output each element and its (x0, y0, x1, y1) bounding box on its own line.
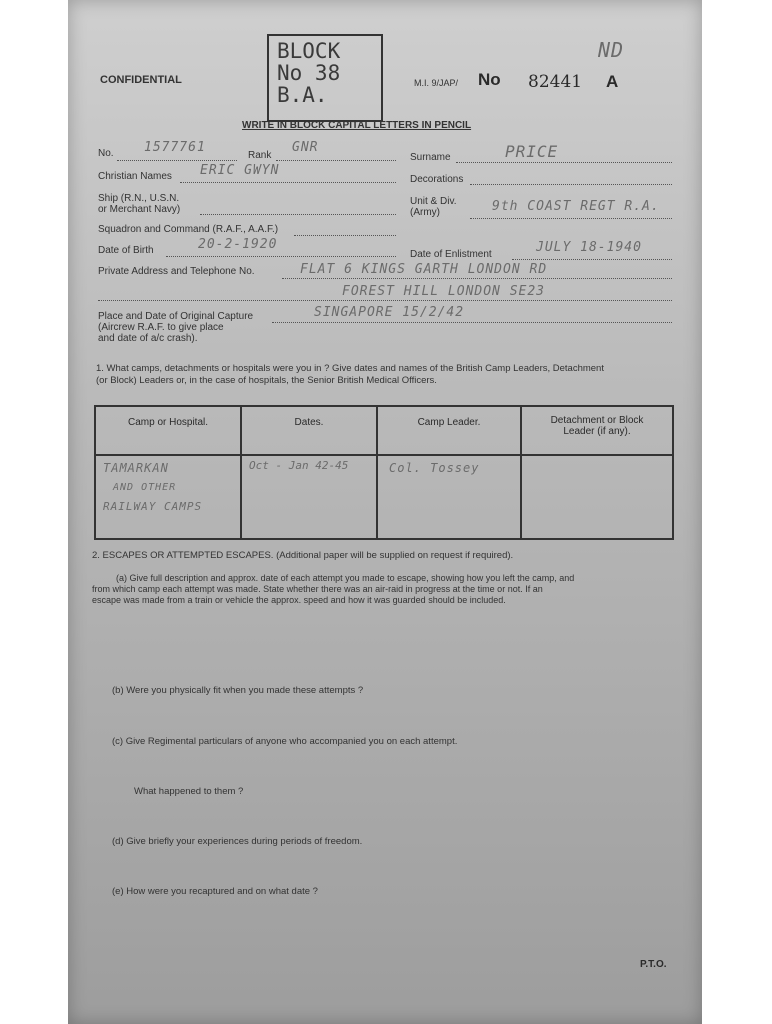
col-leader: Camp Leader. (377, 406, 521, 455)
surname-label: Surname (410, 152, 451, 163)
number-label: No (478, 70, 501, 89)
unit-label (410, 196, 457, 218)
camps-question-line-2: (or Block) Leaders or, in the case of hospitals, the Senior British Medical Officers. (96, 375, 437, 386)
capture-label-line-1: Place and Date of Original Capture (98, 311, 254, 322)
instruction: WRITE IN BLOCK CAPITAL LETTERS IN PENCIL (242, 120, 472, 131)
form-suffix: A (606, 72, 619, 91)
camp-name-line-3: RAILWAY CAMPS (103, 500, 203, 513)
col-detachment (521, 406, 673, 455)
stamp-line-2: No 38 (277, 61, 341, 85)
escapes-question-c: (c) Give Regimental particulars of anyone who accompanied you on each attempt. (112, 736, 458, 747)
no-label: No. (98, 148, 114, 159)
col-camp: Camp or Hospital. (95, 406, 241, 455)
ship-label (98, 193, 180, 215)
corner-note: ND (598, 38, 625, 62)
dob-label: Date of Birth (98, 245, 154, 256)
address-line-1: FLAT 6 KINGS GARTH LONDON RD (300, 262, 548, 277)
decorations-label: Decorations (410, 174, 464, 185)
rank-value: GNR (292, 140, 319, 155)
enlistment-label: Date of Enlistment (410, 249, 492, 260)
squadron-label: Squadron and Command (R.A.F., A.A.F.) (98, 224, 279, 235)
escapes-question-c2: What happened to them ? (134, 786, 244, 797)
camps-question-line-1: 1. What camps, detachments or hospitals were you in ? Give dates and names of the British Camp Leaders, Detachment (96, 363, 604, 374)
escapes-title: 2. ESCAPES OR ATTEMPTED ESCAPES. (Additional paper will be supplied on request if required). (92, 550, 514, 561)
surname-value: PRICE (505, 142, 559, 161)
col-detachment-line-2: Leader (if any). (563, 426, 631, 437)
cell-camp (95, 455, 241, 539)
escapes-question-d: (d) Give briefly your experiences during periods of freedom. (112, 836, 363, 847)
escapes-question-a (92, 573, 678, 606)
ship-label-line-2: or Merchant Navy) (98, 204, 181, 215)
unit-label-line-2: (Army) (410, 207, 440, 218)
camps-table (94, 405, 674, 540)
cell-leader (377, 455, 521, 539)
form-number: 82441 (528, 72, 583, 92)
table-header-row (95, 406, 673, 455)
address-label: Private Address and Telephone No. (98, 266, 255, 277)
christian-names-label: Christian Names (98, 171, 172, 182)
capture-label (98, 311, 253, 344)
enlistment-value: JULY 18-1940 (536, 240, 642, 255)
stamp-line-1: BLOCK (277, 39, 341, 63)
confidential-label: CONFIDENTIAL (100, 74, 182, 86)
table-row (95, 455, 673, 539)
dob-value: 20-2-1920 (198, 237, 278, 252)
col-detachment-line-1: Detachment or Block (550, 415, 644, 426)
question-a-line-2: from which camp each attempt was made. State whether there was an air-raid in progress at the time or not. If an (92, 584, 543, 594)
pto-label: P.T.O. (640, 959, 667, 970)
col-dates: Dates. (241, 406, 377, 455)
camp-name-line-2: AND OTHER (113, 482, 177, 493)
dates-value: Oct - Jan 42-45 (249, 459, 349, 472)
leader-value: Col. Tossey (389, 461, 480, 475)
question-a-line-3: escape was made from a train or vehicle the approx. speed and how it was guarded should be included. (92, 595, 506, 605)
block-stamp (267, 34, 383, 122)
capture-label-line-3: and date of a/c crash). (98, 333, 198, 344)
no-value: 1577761 (144, 140, 206, 155)
rank-label: Rank (248, 150, 272, 161)
cell-detachment (521, 455, 673, 539)
address-line-2: FOREST HILL LONDON SE23 (342, 284, 546, 299)
form-reference: M.I. 9/JAP/ (414, 78, 459, 88)
christian-names-value: ERIC GWYN (200, 163, 280, 178)
camps-question (96, 363, 676, 387)
cell-dates (241, 455, 377, 539)
camp-name-line-1: TAMARKAN (103, 461, 169, 475)
escapes-question-b: (b) Were you physically fit when you made these attempts ? (112, 685, 364, 696)
unit-label-line-1: Unit & Div. (410, 196, 457, 207)
capture-value: SINGAPORE 15/2/42 (314, 305, 465, 320)
question-a-line-1: (a) Give full description and approx. date of each attempt you made to escape, showing how you left the camp, and (116, 573, 575, 583)
unit-value: 9th COAST REGT R.A. (492, 199, 660, 214)
ship-label-line-1: Ship (R.N., U.S.N. (98, 193, 180, 204)
stamp-line-3: B.A. (277, 83, 328, 107)
capture-label-line-2: (Aircrew R.A.F. to give place (98, 322, 224, 333)
escapes-question-e: (e) How were you recaptured and on what date ? (112, 886, 318, 897)
